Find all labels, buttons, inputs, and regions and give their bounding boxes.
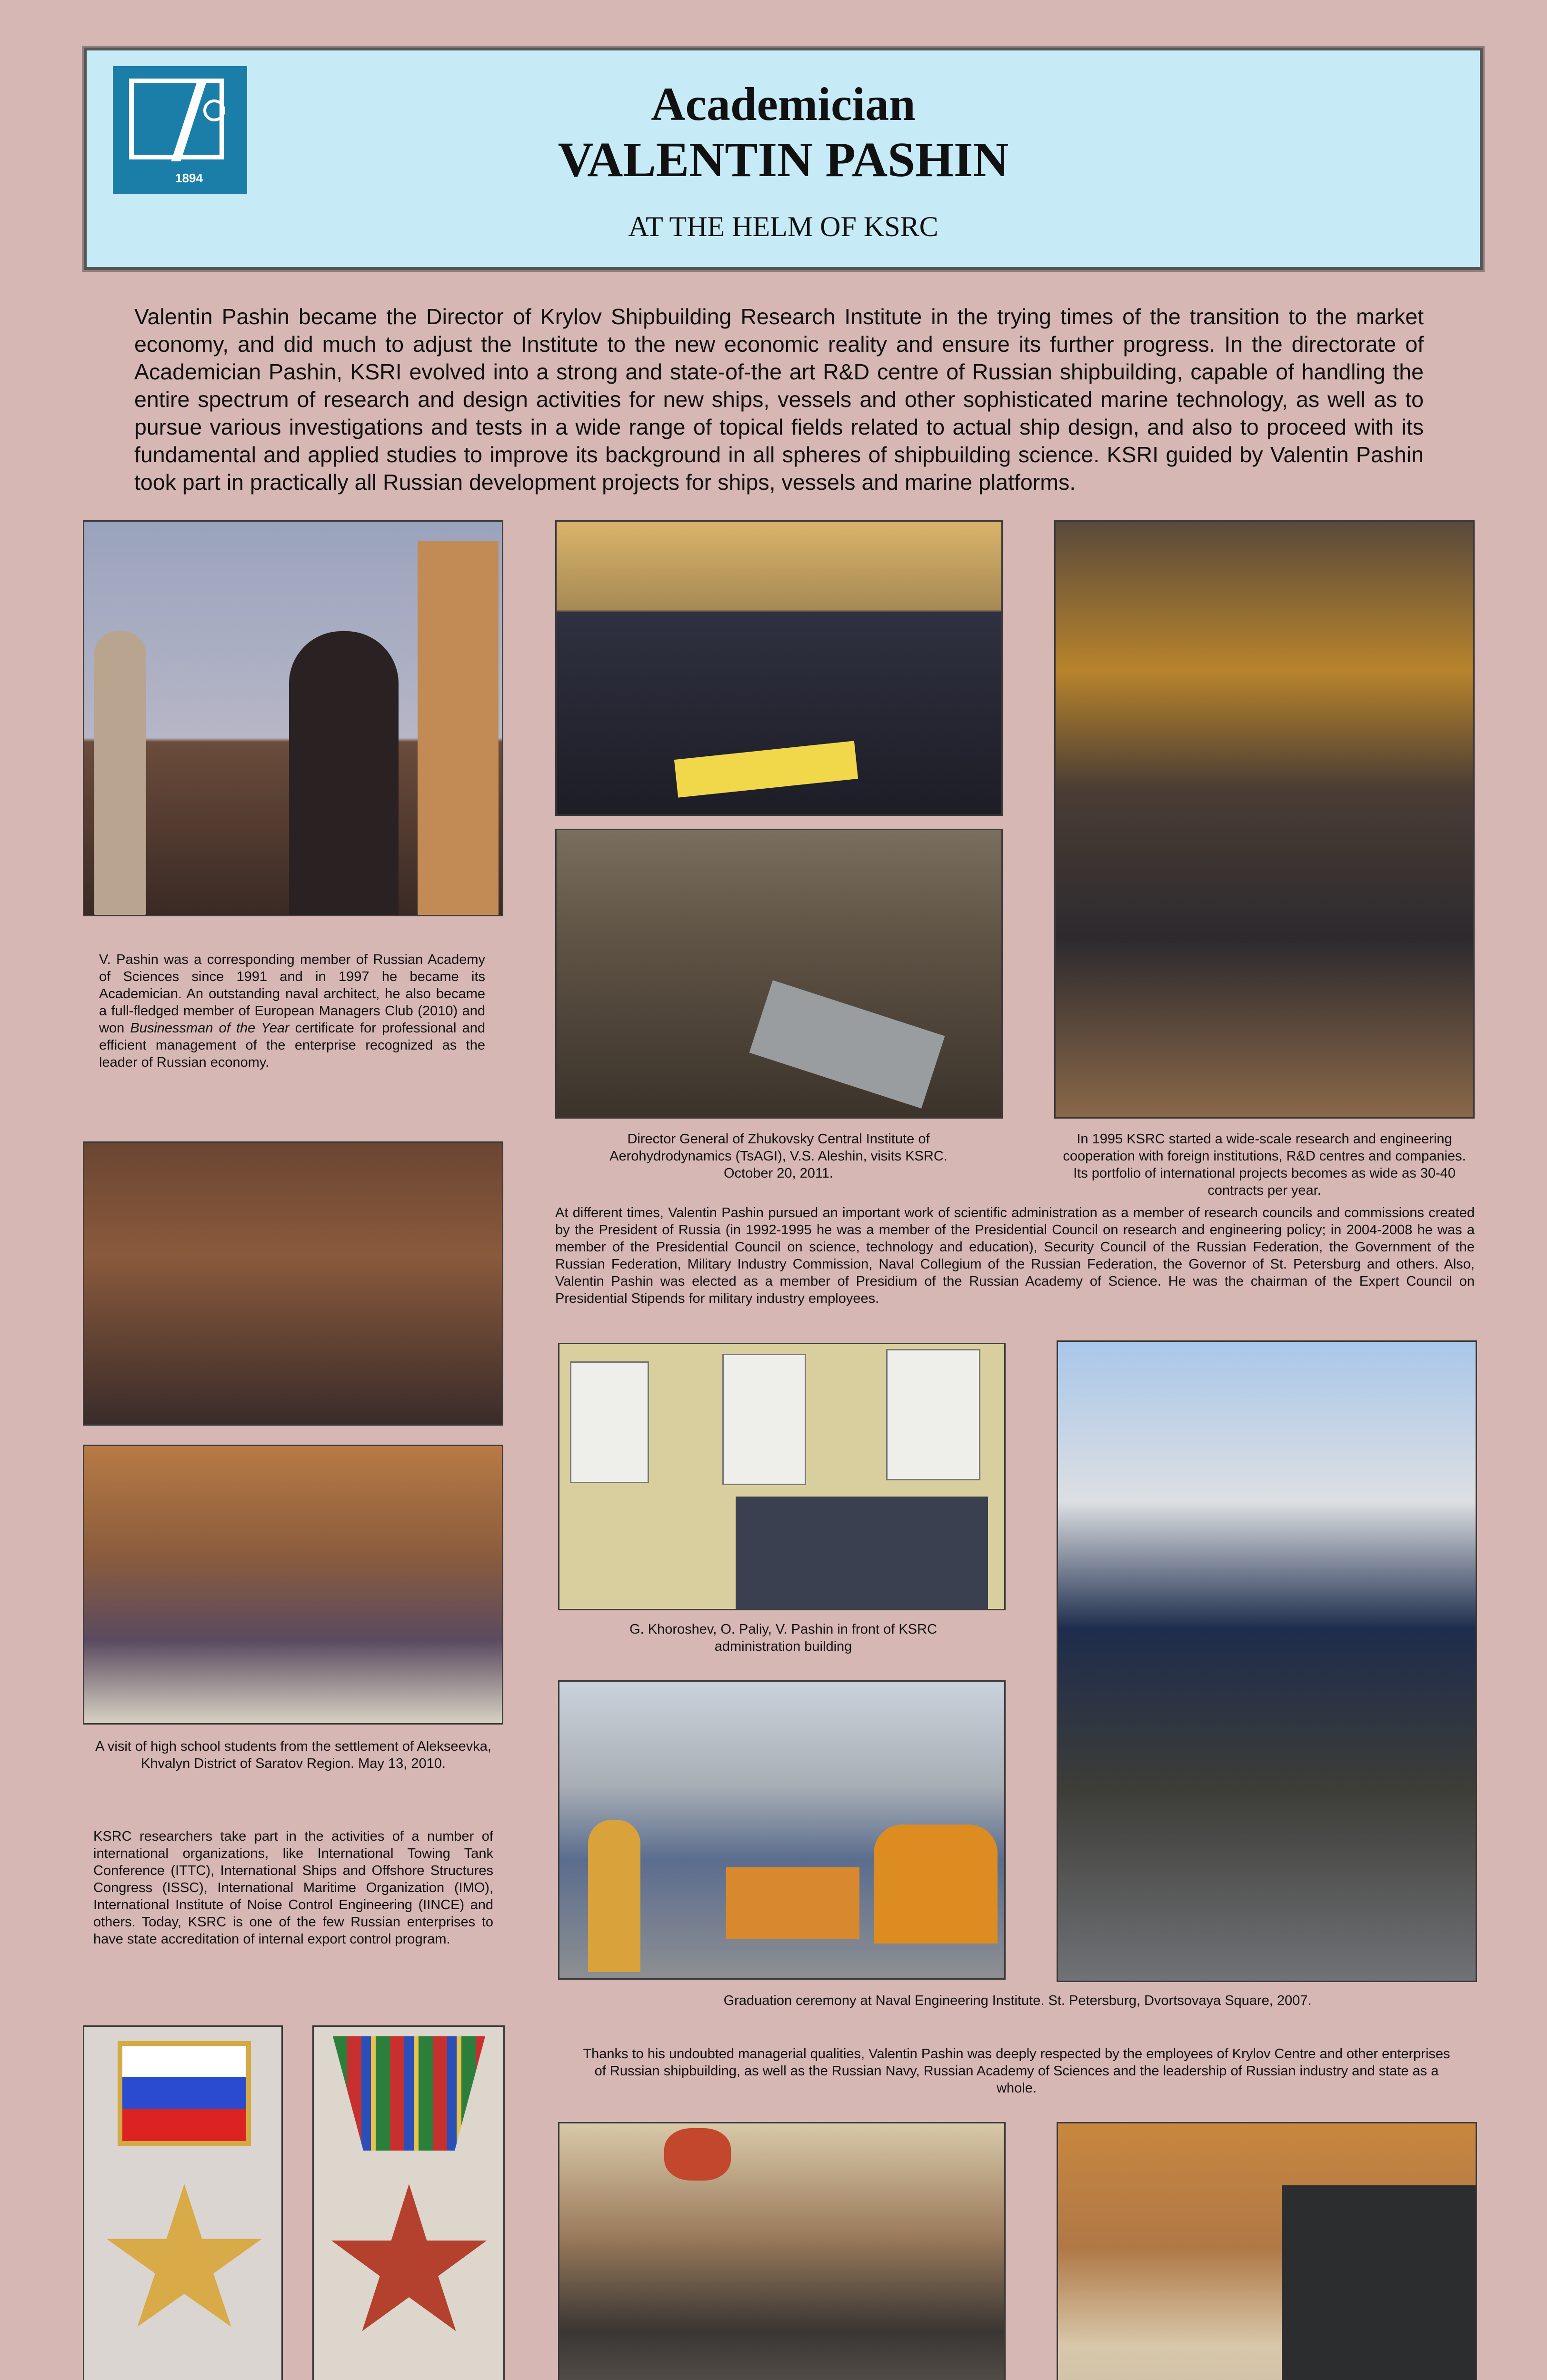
caption-international: In 1995 KSRC started a wide-scale research and engineering cooperation with foreign institutions, R&D centres and companies. Its portfolio of international projects becomes as wide as 30-40 contracts per year. bbox=[1063, 1131, 1466, 1198]
caption-academy-italic: Businessman of the Year bbox=[130, 1021, 289, 1036]
memorial-plaques-photo bbox=[558, 1343, 1006, 1610]
meeting-group-photo bbox=[555, 520, 1003, 816]
lab-visit-photo bbox=[555, 829, 1003, 1119]
title-academician: Academician bbox=[651, 78, 916, 130]
plaque bbox=[886, 1349, 980, 1480]
emblem bbox=[664, 2128, 731, 2181]
naval-cadet-handshake-photo bbox=[1057, 1340, 1477, 1982]
caption-academy-text: V. Pashin was a corresponding member of Russian Academy of Sciences since 1991 and in 1997 he became its Academician. An outstanding naval architect, he also became a full-fledged member of European Managers Club (2010) and won bbox=[99, 952, 485, 1036]
intro-paragraph: Valentin Pashin became the Director of Krylov Shipbuilding Research Institute in the trying times of the transition to the market economy, and did much to adjust the Institute to the new economic reality and ensure its further progress. In the directorate of Academician Pashin, KSRI evolved into a strong and state-of-the art R&D centre of Russian shipbuilding, capable of handling the entire spectrum of research and design activities for new ships, vessels and other sophisticated marine technology, as well as to pursue various investigations and tests in a wide range of topical fields related to actual ship design, and also to proceed with its fundamental and applied studies to improve its background in all spheres of shipbuilding science. KSRI guided by Valentin Pashin took part in practically all Russian development projects for ships, vessels and marine platforms. bbox=[134, 304, 1424, 495]
propeller-workshop-photo bbox=[1054, 520, 1475, 1119]
people-group bbox=[736, 1497, 988, 1610]
person-silhouette bbox=[289, 631, 399, 916]
caption-respected: Thanks to his undoubted managerial qualities, Valentin Pashin was deeply respected by the employees of Krylov Centre and other enterprises of Russian shipbuilding, as well as the Russian Navy, Russian Academy of Sciences and the leadership of Russian industry and state as a whole. bbox=[583, 2046, 1450, 2096]
caption-students: A visit of high school students from the settlement of Alekseevka, Khvalyn District of Saratov Region. May 13, 2010. bbox=[95, 1739, 491, 1771]
caption-organizations: KSRC researchers take part in the activities of a number of international organizations, like International Towing Tank Conference (ITTC), International Ships and Offshore Structures Congress (ISSC), International Maritime Organization (IMO), International Institute of Noise Control Engineering (IINCE) and others. Today, KSRC is one of the few Russian enterprises to have state accreditation of internal export control program. bbox=[93, 1829, 493, 1947]
plaque bbox=[722, 1354, 806, 1485]
model-hull bbox=[749, 980, 945, 1109]
office-desk-photo bbox=[1057, 2122, 1477, 2380]
ribbon bbox=[333, 2036, 485, 2151]
subtitle: AT THE HELM OF KSRC bbox=[628, 211, 938, 242]
caption-academy-tail: certificate for professional and efficient management of the enterprise recognized as the leader of Russian economy. bbox=[99, 1021, 485, 1070]
document-plaque bbox=[674, 741, 858, 797]
academic-gown-photo bbox=[83, 520, 503, 916]
title-banner bbox=[84, 48, 1483, 270]
priest-figure bbox=[588, 1820, 640, 1972]
students-office-photo bbox=[83, 1141, 503, 1426]
title-name: VALENTIN PASHIN bbox=[558, 132, 1009, 187]
plaque bbox=[570, 1361, 649, 1483]
ribbon bbox=[118, 2041, 251, 2146]
hero-star-medal-photo bbox=[83, 2025, 283, 2380]
person-silhouette bbox=[94, 631, 146, 916]
order-of-friendship-photo bbox=[312, 2025, 505, 2380]
priest-figure bbox=[874, 1825, 998, 1944]
altar-table bbox=[726, 1867, 859, 1939]
logo-year: 1894 bbox=[175, 171, 203, 185]
order-star bbox=[328, 2184, 490, 2346]
gold-star bbox=[103, 2184, 265, 2341]
caption-tsagi: Director General of Zhukovsky Central Institute of Aerohydrodynamics (TsAGI), V.S. Aleshin, visits KSRC. October 20, 2011. bbox=[609, 1131, 948, 1181]
caption-academy bbox=[99, 951, 485, 1071]
caption-admin-building: G. Khoroshev, O. Paliy, V. Pashin in front of KSRC administration building bbox=[629, 1622, 937, 1654]
caption-councils: At different times, Valentin Pashin pursued an important work of scientific administration as a member of research councils and commissions created by the President of Russia (in 1992-1995 he was a member of the Presidential Council on research and engineering policy; in 2004-2008 he was a member of the Presidential Council on science, technology and education), Security Council of the Russian Federation, the Government of the Russian Federation, Military Industry Commission, Naval Collegium of the Russian Federation, the Governor of St. Petersburg and others. Also, Valentin Pashin was elected as a member of Presidium of the Russian Academy of Science. He was the chairman of the Expert Council on Presidential Stipends for military industry employees. bbox=[555, 1205, 1475, 1306]
ceremony-square-photo bbox=[558, 1680, 1006, 1980]
monitor bbox=[1282, 2185, 1477, 2380]
students-group-photo bbox=[83, 1445, 503, 1725]
academicians-table-photo bbox=[558, 2122, 1006, 2380]
door-panel bbox=[418, 541, 499, 916]
caption-graduation: Graduation ceremony at Naval Engineering Institute. St. Petersburg, Dvortsovaya Square, 2007. bbox=[723, 1993, 1312, 2008]
